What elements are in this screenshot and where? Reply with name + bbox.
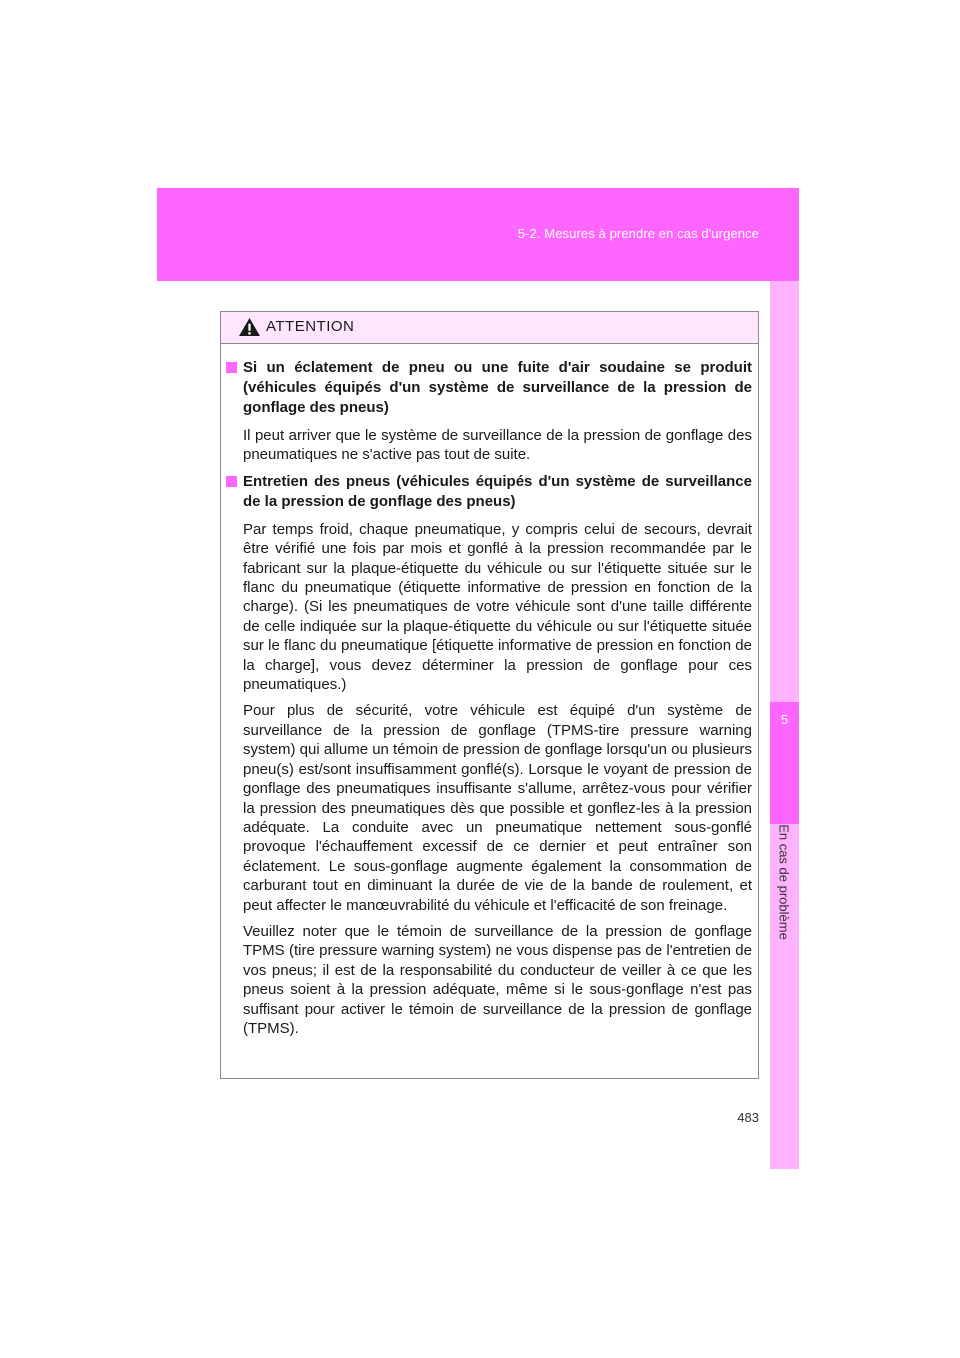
section-title: 5-2. Mesures à prendre en cas d'urgence bbox=[517, 226, 759, 241]
warning-section bbox=[225, 358, 752, 465]
warning-section bbox=[225, 472, 752, 1039]
warning-title: ATTENTION bbox=[266, 318, 355, 335]
page-number: 483 bbox=[737, 1110, 759, 1125]
chapter-label: En cas de problème bbox=[776, 824, 792, 940]
chapter-number: 5 bbox=[780, 712, 789, 727]
warning-triangle-icon bbox=[238, 317, 261, 337]
paragraph: Veuillez noter que le témoin de surveillance de la pression de gonflage TPMS (tire pressure warning system) ne vous dispense pas de l'entretien de vos pneus; il est de la responsabilité du conducteur de veiller à ce que les pneus soient à la pression adéquate, même si le sous-gonflage n'est pas suffisant pour activer le témoin de surveillance de la pression de gonflage (TPMS). bbox=[243, 922, 752, 1037]
paragraph: Il peut arriver que le système de surveillance de la pression de gonflage des pneumatiques ne s'active pas tout de suite. bbox=[243, 427, 752, 464]
paragraph: Par temps froid, chaque pneumatique, y compris celui de secours, devrait être vérifié une fois par mois et gonflé à la pression recommandée par le fabricant sur la plaque-étiquette du véhicule ou sur l'étiquette située sur le flanc du pneumatique (étiquette informative de pression en fonction de la charge). (Si les pneumatiques de votre véhicule sont d'une taille différente de celle indiquée sur la plaque-étiquette du véhicule ou sur l'étiquette située sur le flanc du pneumatique [étiquette informative de pression en fonction de la charge], vous devez déterminer la pression de gonflage pour ces pneumatiques.) bbox=[243, 520, 752, 694]
paragraph: Pour plus de sécurité, votre véhicule est équipé d'un système de surveillance de la pression de gonflage (TPMS-tire pressure warning system) qui allume un témoin de pression de gonflage lorsqu'un ou plusieurs pneu(s) est/sont insuffisamment gonflé(s). Lorsque le voyant de pression de gonflage des pneumatiques insuffisante s'allume, arrêtez-vous pour vérifier la pression des pneumatiques dès que possible et gonflez-les à la pression adéquate. La conduite avec un pneumatique nettement sous-gonflé provoque l'échauffement excessif de ce dernier et peut entraîner son éclatement. Le sous-gonflage augmente également la consommation de carburant tout en diminuant la durée de vie de la bande de roulement, et peut affecter le manœuvrabilité du véhicule et l'efficacité de son freinage. bbox=[243, 702, 752, 914]
section-heading: Entretien des pneus (véhicules équipés d'un système de surveillance de la pression de gonflage des pneus) bbox=[225, 472, 752, 512]
warning-content bbox=[221, 344, 758, 1038]
square-bullet-icon bbox=[226, 362, 237, 373]
square-bullet-icon bbox=[226, 476, 237, 487]
warning-header bbox=[221, 312, 758, 344]
header-band bbox=[157, 188, 799, 281]
chapter-tab bbox=[770, 702, 799, 824]
warning-box bbox=[220, 311, 759, 1079]
section-heading: Si un éclatement de pneu ou une fuite d'air soudaine se produit (véhicules équipés d'un système de surveillance de la pression de gonflage des pneus) bbox=[225, 358, 752, 418]
